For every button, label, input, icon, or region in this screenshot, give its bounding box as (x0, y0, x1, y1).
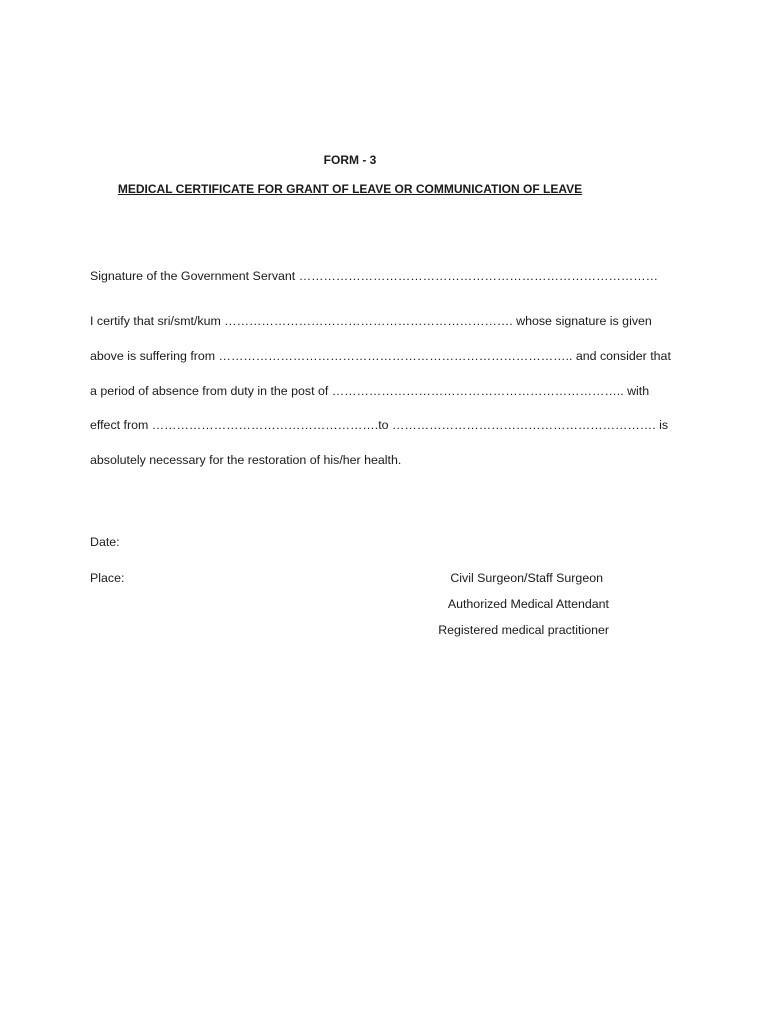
certification-line-3: a period of absence from duty in the post of …………………………………………………………….. with (90, 384, 650, 398)
date-label: Date: (90, 535, 120, 549)
form-number: FORM - 3 (323, 153, 377, 167)
signature-of-servant-line: Signature of the Government Servant …………………………………………………………………………… (90, 269, 659, 283)
certification-line-5: absolutely necessary for the restoration of his/her health. (90, 453, 402, 467)
signatory-medical-attendant: Authorized Medical Attendant (447, 597, 609, 611)
certification-line-4: effect from ……………………………………………….to ………………………………………………………. is (90, 418, 669, 432)
place-label: Place: (90, 571, 125, 585)
form-title: MEDICAL CERTIFICATE FOR GRANT OF LEAVE OR COMMUNICATION OF LEAVE (117, 182, 583, 196)
certification-line-1: I certify that sri/smt/kum ……………………………………………………………. whose signature is given (90, 314, 652, 328)
certification-line-2: above is suffering from ………………………………………………………………………….. and consider that (90, 349, 671, 363)
signatory-civil-surgeon: Civil Surgeon/Staff Surgeon (450, 571, 603, 585)
signatory-medical-practitioner: Registered medical practitioner (438, 623, 609, 637)
